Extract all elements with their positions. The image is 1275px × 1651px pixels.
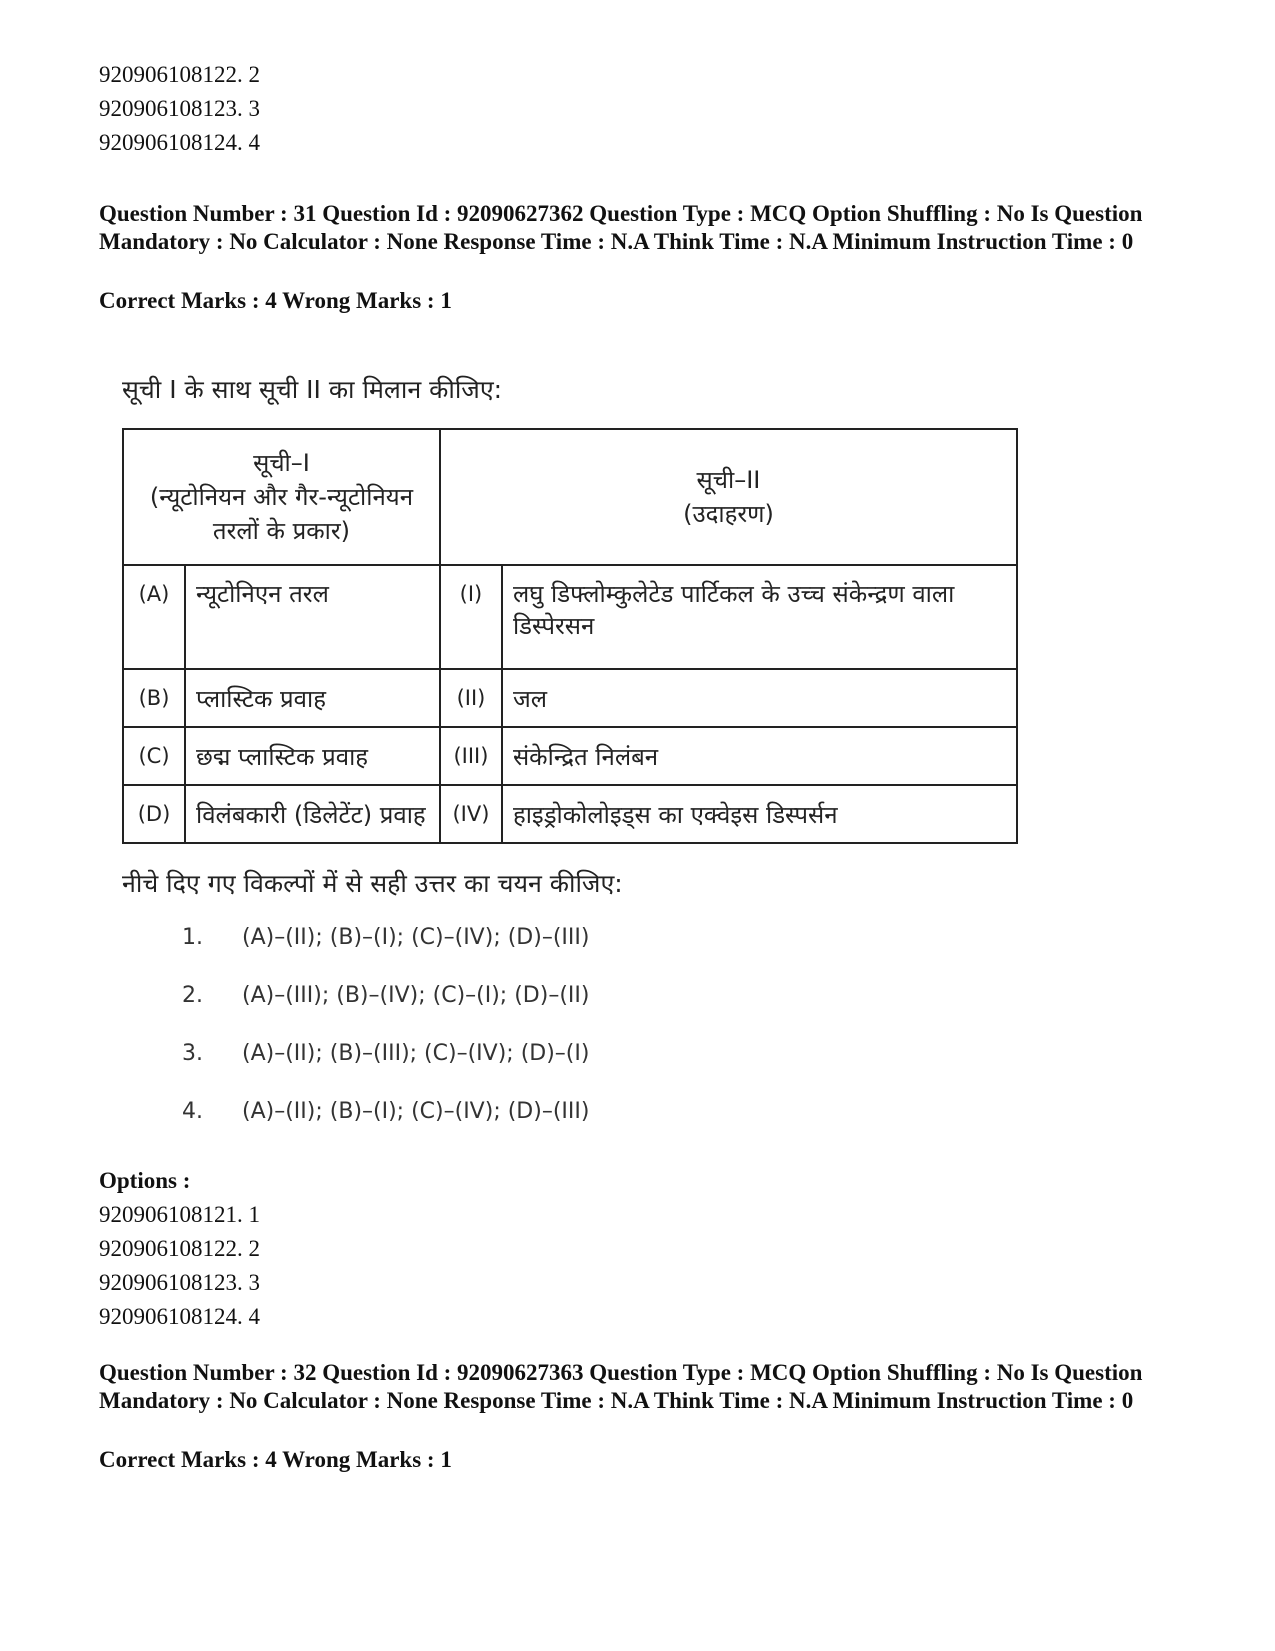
- list2-item: संकेन्द्रित निलंबन: [502, 727, 1017, 785]
- answer-choices: [182, 925, 589, 1157]
- option-line: 920906108123. 3: [99, 96, 260, 121]
- option-line: 920906108122. 2: [99, 62, 260, 87]
- list1-label: (B): [123, 669, 185, 727]
- list1-item: न्यूटोनिएन तरल: [185, 565, 440, 669]
- options-label: Options :: [99, 1168, 191, 1193]
- list2-header: [440, 429, 1017, 565]
- list1-item: छद्म प्लास्टिक प्रवाह: [185, 727, 440, 785]
- list2-label: (III): [440, 727, 502, 785]
- list2-label: (IV): [440, 785, 502, 843]
- table-row: [123, 669, 1017, 727]
- list2-label: (II): [440, 669, 502, 727]
- choice-text: (A)–(II); (B)–(III); (C)–(IV); (D)–(I): [242, 1041, 590, 1066]
- choice-number: 2.: [182, 983, 203, 1008]
- previous-question-options: [99, 58, 260, 160]
- table-row: [123, 785, 1017, 843]
- answer-choice: [182, 925, 589, 983]
- q31-header: Question Number : 31 Question Id : 92090627362 Question Type : MCQ Option Shuffling : No Is Question Mandatory : No Calculator : None Response Time : N.A Think Time : N.A Minimum Instruction Time : 0: [99, 201, 1143, 254]
- choice-text: (A)–(III); (B)–(IV); (C)–(I); (D)–(II): [242, 983, 590, 1008]
- option-line: 920906108121. 1: [99, 1202, 260, 1227]
- list2-item: हाइड्रोकोलोइड्स का एक्वेइस डिस्पर्सन: [502, 785, 1017, 843]
- q31-instruction: सूची I के साथ सूची II का मिलान कीजिए:: [122, 375, 503, 404]
- list1-label: (D): [123, 785, 185, 843]
- choice-number: 1.: [182, 925, 203, 950]
- list1-item: विलंबकारी (डिलेटेंट) प्रवाह: [185, 785, 440, 843]
- list1-label: (A): [123, 565, 185, 669]
- choice-text: (A)–(II); (B)–(I); (C)–(IV); (D)–(III): [242, 1099, 590, 1124]
- q31-options: [99, 1198, 260, 1334]
- list2-label: (I): [440, 565, 502, 669]
- list1-header: [123, 429, 440, 565]
- list1-item: प्लास्टिक प्रवाह: [185, 669, 440, 727]
- list1-subtitle: (न्यूटोनियन और गैर-न्यूटोनियन तरलों के प्रकार): [149, 483, 414, 545]
- option-line: 920906108122. 2: [99, 1236, 260, 1261]
- list2-item: लघु डिफ्लोम्कुलेटेड पार्टिकल के उच्च संकेन्द्रण वाला डिस्पेरसन: [502, 565, 1017, 669]
- answer-choice: [182, 1099, 589, 1157]
- list2-item: जल: [502, 669, 1017, 727]
- q32-marks: Correct Marks : 4 Wrong Marks : 1: [99, 1447, 452, 1472]
- option-line: 920906108124. 4: [99, 130, 260, 155]
- table-row: [123, 727, 1017, 785]
- choice-text: (A)–(II); (B)–(I); (C)–(IV); (D)–(III): [242, 925, 590, 950]
- answer-choice: [182, 983, 589, 1041]
- answer-choice: [182, 1041, 589, 1099]
- q31-marks: Correct Marks : 4 Wrong Marks : 1: [99, 288, 452, 313]
- list1-label: (C): [123, 727, 185, 785]
- list2-subtitle: (उदाहरण): [683, 500, 774, 528]
- choice-number: 4.: [182, 1099, 203, 1124]
- option-line: 920906108123. 3: [99, 1270, 260, 1295]
- list1-title: सूची–I: [253, 449, 310, 477]
- q31-select-instruction: नीचे दिए गए विकल्पों में से सही उत्तर का चयन कीजिए:: [122, 869, 623, 898]
- choice-number: 3.: [182, 1041, 203, 1066]
- list2-title: सूची–II: [696, 466, 761, 494]
- option-line: 920906108124. 4: [99, 1304, 260, 1329]
- q32-header: Question Number : 32 Question Id : 92090627363 Question Type : MCQ Option Shuffling : No Is Question Mandatory : No Calculator : None Response Time : N.A Think Time : N.A Minimum Instruction Time : 0: [99, 1360, 1143, 1413]
- table-header-row: [123, 429, 1017, 565]
- table-row: [123, 565, 1017, 669]
- match-table: [122, 428, 1018, 844]
